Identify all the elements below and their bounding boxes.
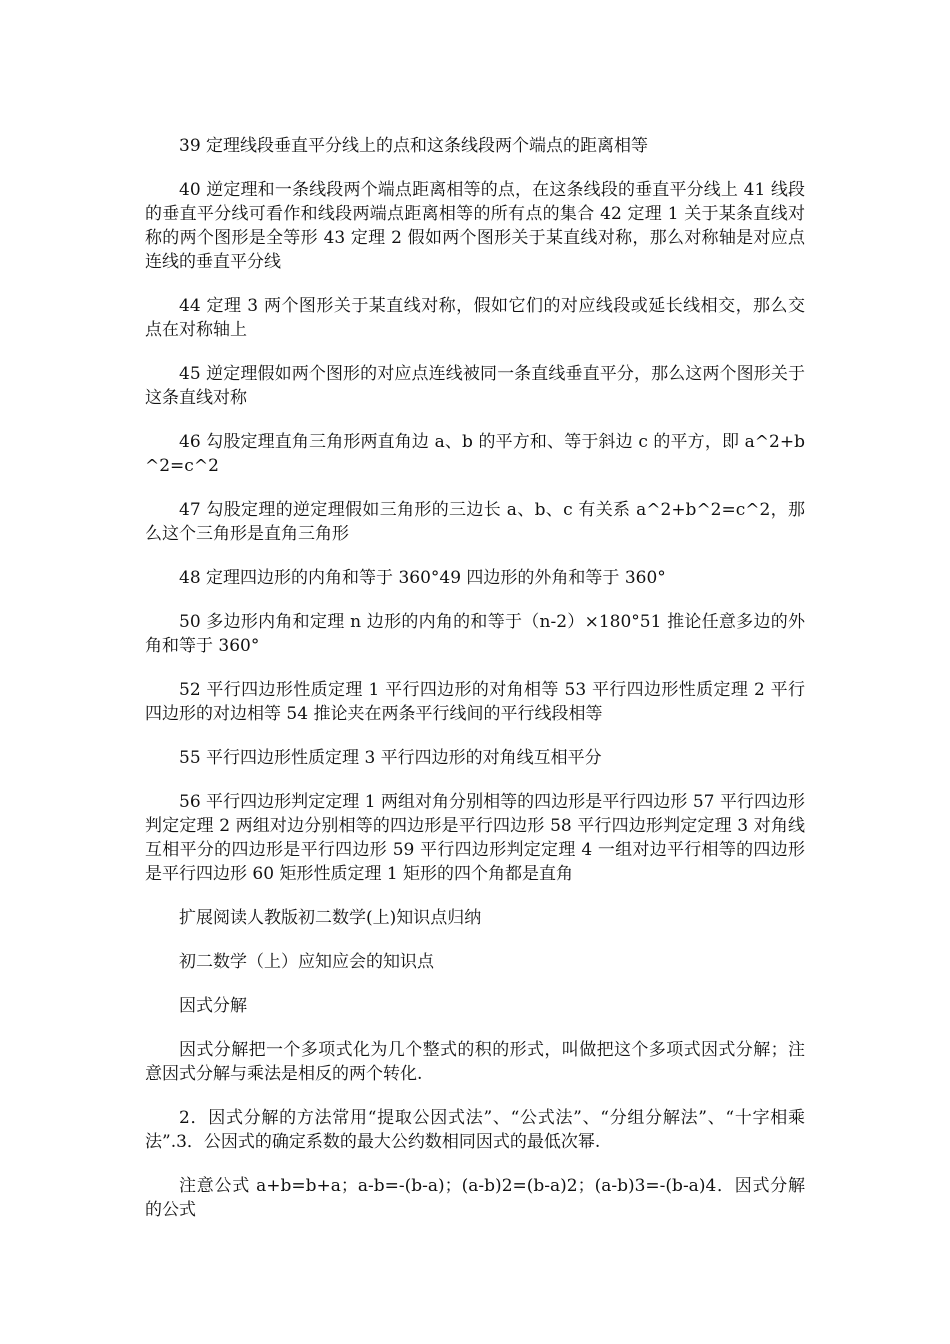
paragraph-theorem-50-51: 50 多边形内角和定理 n 边形的内角的和等于（n-2）×180°51 推论任意多边的外角和等于 360°: [145, 612, 805, 656]
paragraph-theorem-55: 55 平行四边形性质定理 3 平行四边形的对角线互相平分: [179, 748, 602, 768]
paragraph-knowledge-points: 初二数学（上）应知应会的知识点: [179, 952, 434, 972]
paragraph-theorem-56-60: 56 平行四边形判定定理 1 两组对角分别相等的四边形是平行四边形 57 平行四边形判定定理 2 两组对边分别相等的四边形是平行四边形 58 平行四边形判定定理 3 对角线互相平分的四边形是平行四边形 59 平行四边形判定定理 4 一组对边平行相等的四边形是平行四边形 60 矩形性质定理 1 矩形的四个角都是直角: [145, 792, 805, 884]
paragraph-theorem-52-54: 52 平行四边形性质定理 1 平行四边形的对角相等 53 平行四边形性质定理 2 平行四边形的对边相等 54 推论夹在两条平行线间的平行线段相等: [145, 680, 805, 724]
paragraph-theorem-39: 39 定理线段垂直平分线上的点和这条线段两个端点的距离相等: [179, 136, 649, 156]
paragraph-theorem-44: 44 定理 3 两个图形关于某直线对称，假如它们的对应线段或延长线相交，那么交点在对称轴上: [145, 296, 805, 340]
paragraph-theorem-47: 47 勾股定理的逆定理假如三角形的三边长 a、b、c 有关系 a^2+b^2=c^2，那么这个三角形是直角三角形: [145, 500, 805, 544]
paragraph-theorem-48-49: 48 定理四边形的内角和等于 360°49 四边形的外角和等于 360°: [179, 568, 666, 588]
paragraph-factorization-definition: 因式分解把一个多项式化为几个整式的积的形式，叫做把这个多项式因式分解；注意因式分解与乘法是相反的两个转化.: [145, 1040, 805, 1084]
paragraph-extended-reading: 扩展阅读人教版初二数学(上)知识点归纳: [179, 908, 482, 928]
paragraph-theorem-46: 46 勾股定理直角三角形两直角边 a、b 的平方和、等于斜边 c 的平方，即 a^2+b^2=c^2: [145, 432, 805, 476]
paragraph-theorem-40-43: 40 逆定理和一条线段两个端点距离相等的点，在这条线段的垂直平分线上 41 线段的垂直平分线可看作和线段两端点距离相等的所有点的集合 42 定理 1 关于某条直线对称的两个图形是全等形 43 定理 2 假如两个图形关于某直线对称，那么对称轴是对应点连线的垂直平分线: [145, 180, 805, 272]
paragraph-factorization-heading: 因式分解: [179, 996, 247, 1016]
paragraph-factorization-methods: 2．因式分解的方法常用“提取公因式法”、“公式法”、“分组分解法”、“十字相乘法”.3．公因式的确定系数的最大公约数相同因式的最低次幂.: [145, 1108, 805, 1152]
paragraph-factorization-formulas: 注意公式 a+b=b+a；a-b=-(b-a)；(a-b)2=(b-a)2；(a-b)3=-(b-a)4．因式分解的公式: [145, 1176, 805, 1220]
document-body: [145, 134, 805, 1242]
paragraph-theorem-45: 45 逆定理假如两个图形的对应点连线被同一条直线垂直平分，那么这两个图形关于这条直线对称: [145, 364, 805, 408]
